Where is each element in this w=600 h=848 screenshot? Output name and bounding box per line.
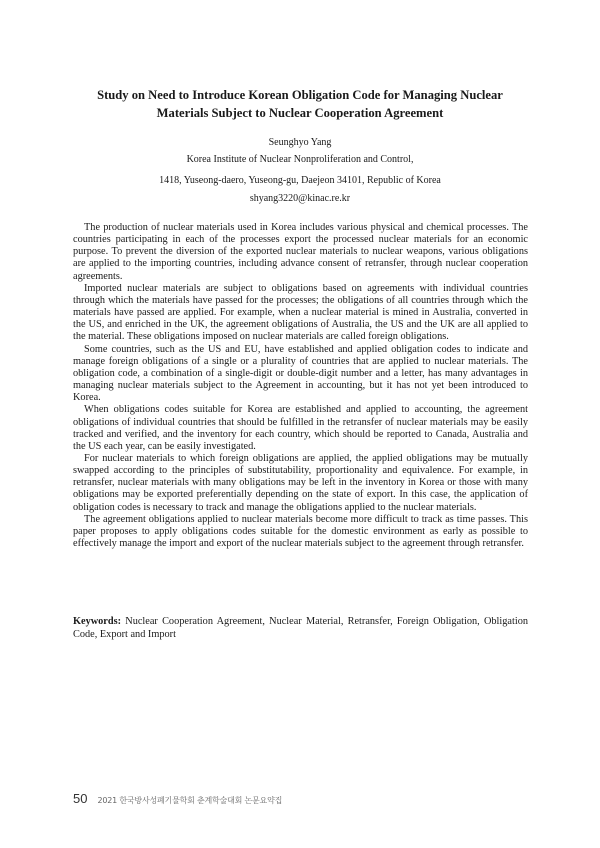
paper-title xyxy=(60,86,540,122)
abstract-paragraph-2: Imported nuclear materials are subject to obligations based on agreements with individual countries through which the materials have passed for the processes; the obligations of all countries through which the materials have passed are applied. For example, when a nuclear material is mined in Australia, converted in the US, and enriched in the UK, the agreement obligations of Australia, the US and the UK are all applied to the material. These obligations imposed on nuclear materials are called foreign obligations. xyxy=(73,282,528,343)
keywords xyxy=(73,615,528,641)
keywords-label: Keywords: xyxy=(73,616,122,627)
keywords-text: Nuclear Cooperation Agreement, Nuclear Material, Retransfer, Foreign Obligation, Obligation Code, Export and Import xyxy=(73,616,528,640)
paper-title-line-1: Study on Need to Introduce Korean Obligation Code for Managing Nuclear xyxy=(97,88,503,102)
author-name: Seunghyo Yang xyxy=(268,137,332,148)
footer-proceedings-title: 2021 한국방사성폐기물학회 춘계학술대회 논문요약집 xyxy=(97,796,283,805)
abstract-paragraph-1: The production of nuclear materials used in Korea includes various physical and chemical processes. The countries participating in each of the processes export the processed nuclear materials for an economic purpose. To prevent the diversion of the exported nuclear materials to nuclear weapons, various obligations are applied to the importing countries, including advance consent of retransfer, through nuclear cooperation agreements. xyxy=(73,222,528,282)
abstract-paragraph-5: For nuclear materials to which foreign obligations are applied, the applied obligations may be mutually swapped according to the principles of substitutability, proportionality and equivalence. For example, in retransfer, nuclear materials with many obligations may be left in the inventory in Korea or those with many obligations may be exported preferentially depending on the state of export. In this case, the application of obligation codes is necessary to track and manage the obligations applied to the nuclear materials. xyxy=(73,452,528,513)
author-affiliation: Korea Institute of Nuclear Nonproliferation and Control, xyxy=(186,154,414,165)
author-address: 1418, Yuseong-daero, Yuseong-gu, Daejeon 34101, Republic of Korea xyxy=(159,175,441,186)
abstract-paragraph-6: The agreement obligations applied to nuclear materials become more difficult to track as time passes. This paper proposes to apply obligations codes suitable for the domestic environment as early as possible to effectively manage the import and export of the nuclear materials subject to the agreement through retransfer. xyxy=(73,513,528,550)
page-footer xyxy=(73,790,282,806)
page-number: 50 xyxy=(73,791,88,806)
paper-title-line-2: Materials Subject to Nuclear Cooperation Agreement xyxy=(156,106,444,120)
abstract xyxy=(73,222,528,550)
abstract-paragraph-3: Some countries, such as the US and EU, have established and applied obligation codes to indicate and manage foreign obligations of a single or a plurality of countries that are applied to nuclear materials. The obligation code, a combination of a single-digit or double-digit number and a letter, has many advantages in managing nuclear materials subject to the Agreement in accounting, but it has not yet been introduced to Korea. xyxy=(73,343,528,404)
abstract-paragraph-4: When obligations codes suitable for Korea are established and applied to accounting, the agreement obligations of individual countries that should be fulfilled in the retransfer of nuclear materials may be easily tracked and verified, and the inventory for each country, which should be reported to Canada, Australia and the US each year, can be easily investigated. xyxy=(73,404,528,452)
author-email: shyang3220@kinac.re.kr xyxy=(249,193,351,204)
